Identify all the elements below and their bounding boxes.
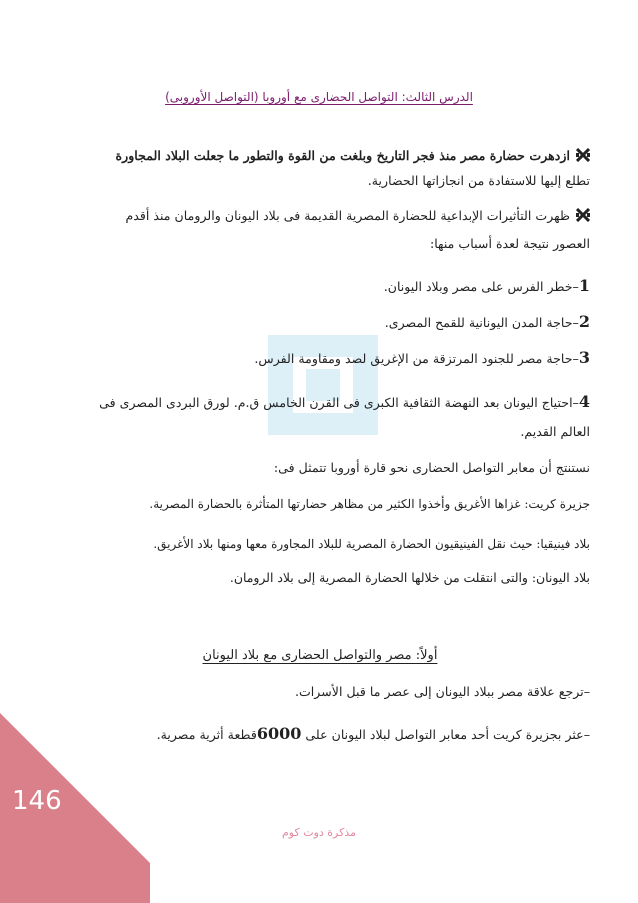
- section-item-1: –ترجع علاقة مصر ببلاد اليونان إلى عصر ما قبل الأسرات.: [294, 684, 590, 699]
- conclusion: نستنتج أن معابر التواصل الحضارى نحو قارة أوروبا تتمثل فى:: [273, 460, 590, 475]
- paragraph1-text1: ازدهرت حضارة مصر منذ فجر التاريخ وبلغت من القوة والتطور ما جعلت البلاد المجاورة: [115, 148, 570, 163]
- crossing-greece: بلاد اليونان: والتى انتقلت من خلالها الحضارة المصرية إلى بلاد الرومان.: [229, 570, 590, 585]
- paragraph1-line2: تطلع إليها للاستفادة من انجازاتها الحضارية.: [367, 173, 590, 188]
- reason-number: 2: [578, 312, 590, 331]
- reason-2: [40, 314, 590, 331]
- reason-number: 1: [578, 276, 590, 295]
- artifact-count: 6000: [256, 724, 302, 743]
- reason-4-line2: العالم القديم.: [520, 424, 590, 439]
- section-title: أولاً: مصر والتواصل الحضارى مع بلاد اليونان: [202, 648, 438, 663]
- footer-brand: مذكرة دوت كوم: [281, 826, 357, 839]
- reason-text: –احتياج اليونان بعد النهضة الثقافية الكبرى فى القرن الخامس ق.م. لورق البردى المصرى فى: [99, 395, 579, 410]
- x-icon: [576, 148, 590, 162]
- crossing-crete: جزيرة كريت: غزاها الأغريق وأخذوا الكثير من مظاهر حضارتها المتأثرة بالحضارة المصرية.: [149, 497, 590, 511]
- reason-text: –خطر الفرس على مصر وبلاد اليونان.: [383, 279, 579, 294]
- crossing-phoenicia: بلاد فينيقيا: حيث نقل الفينيقيون الحضارة المصرية للبلاد المجاورة معها ومنها بلاد الأغريق.: [153, 537, 590, 551]
- reason-3: [40, 350, 590, 367]
- reason-number: 3: [578, 348, 590, 367]
- section-item-2-end: قطعة أثرية مصرية.: [156, 727, 257, 742]
- section-item-2-start: –عثر بجزيرة كريت أحد معابر التواصل لبلاد اليونان على: [301, 727, 590, 742]
- reason-1: [40, 278, 590, 295]
- reason-4: [40, 394, 590, 411]
- page-number: 146: [12, 786, 62, 816]
- paragraph2-text1: ظهرت التأثيرات الإبداعية للحضارة المصرية القديمة فى بلاد اليونان والرومان منذ أقدم: [125, 208, 570, 223]
- reason-text: –حاجة المدن اليونانية للقمح المصرى.: [384, 315, 579, 330]
- x-icon: [576, 208, 590, 222]
- reason-number: 4: [578, 392, 590, 411]
- paragraph2-line2: العصور نتيجة لعدة أسباب منها:: [429, 236, 590, 251]
- lesson-title: الدرس الثالث: التواصل الحضارى مع أوروبا (التواصل الأوروبى): [165, 90, 473, 104]
- reason-text: –حاجة مصر للجنود المرتزقة من الإغريق لصد ومقاومة الفرس.: [254, 351, 579, 366]
- paragraph1-line1: [40, 148, 590, 164]
- paragraph2-line1: [40, 208, 590, 224]
